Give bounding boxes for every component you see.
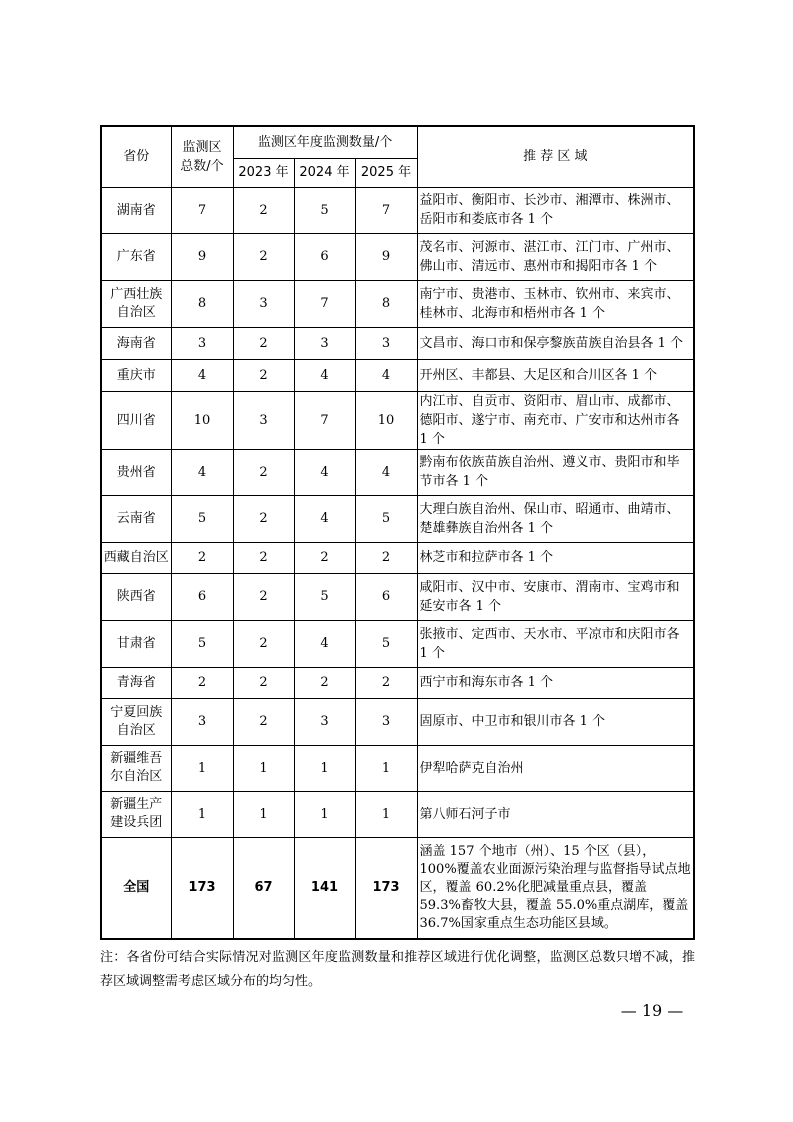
header-total-line1: 监测区	[182, 139, 222, 155]
table-row	[101, 359, 694, 391]
province-cell: 广东省	[101, 233, 171, 280]
y2023-cell: 2	[233, 542, 294, 573]
province-cell: 陕西省	[101, 573, 171, 620]
y2025-cell: 6	[355, 573, 417, 620]
y2023-cell: 2	[233, 667, 294, 698]
y2025-cell: 2	[355, 542, 417, 573]
total-y2024-cell: 141	[294, 837, 355, 939]
y2024-cell: 3	[294, 327, 355, 359]
y2025-cell: 10	[355, 391, 417, 449]
y2024-cell: 2	[294, 542, 355, 573]
y2025-cell: 4	[355, 359, 417, 391]
y2023-cell: 2	[233, 187, 294, 233]
y2025-cell: 3	[355, 698, 417, 745]
table-row	[101, 495, 694, 542]
total-cell: 4	[171, 359, 233, 391]
province-cell: 广西壮族自治区	[101, 280, 171, 327]
region-cell: 黔南布依族苗族自治州、遵义市、贵阳市和毕节市各 1 个	[417, 449, 694, 495]
y2025-cell: 5	[355, 495, 417, 542]
total-province-cell: 全国	[101, 837, 171, 939]
region-cell: 茂名市、河源市、湛江市、江门市、广州市、佛山市、清远市、惠州市和揭阳市各 1 个	[417, 233, 694, 280]
total-cell: 2	[171, 667, 233, 698]
total-cell: 2	[171, 542, 233, 573]
y2024-cell: 4	[294, 359, 355, 391]
total-cell: 3	[171, 698, 233, 745]
y2025-cell: 1	[355, 791, 417, 837]
y2023-cell: 1	[233, 791, 294, 837]
region-cell: 伊犁哈萨克自治州	[417, 745, 694, 791]
y2024-cell: 4	[294, 620, 355, 667]
province-cell: 海南省	[101, 327, 171, 359]
total-cell: 10	[171, 391, 233, 449]
footnote: 注：各省份可结合实际情况对监测区年度监测数量和推荐区域进行优化调整，监测区总数只增不减，推荐区域调整需考虑区域分布的均匀性。	[100, 950, 695, 989]
province-cell: 重庆市	[101, 359, 171, 391]
province-cell: 新疆维吾尔自治区	[101, 745, 171, 791]
region-cell: 开州区、丰都县、大足区和合川区各 1 个	[417, 359, 694, 391]
header-2025: 2025 年	[355, 158, 417, 187]
y2025-cell: 2	[355, 667, 417, 698]
total-total-cell: 173	[171, 837, 233, 939]
header-2024: 2024 年	[294, 158, 355, 187]
region-cell: 西宁市和海东市各 1 个	[417, 667, 694, 698]
region-cell: 固原市、中卫市和银川市各 1 个	[417, 698, 694, 745]
y2024-cell: 3	[294, 698, 355, 745]
total-y2023-cell: 67	[233, 837, 294, 939]
header-province: 省份	[101, 126, 171, 187]
y2025-cell: 5	[355, 620, 417, 667]
y2025-cell: 9	[355, 233, 417, 280]
header-region: 推 荐 区 域	[417, 126, 694, 187]
y2023-cell: 2	[233, 620, 294, 667]
total-cell: 9	[171, 233, 233, 280]
y2024-cell: 6	[294, 233, 355, 280]
total-cell: 4	[171, 449, 233, 495]
table-row	[101, 791, 694, 837]
table-row	[101, 667, 694, 698]
total-row	[101, 837, 694, 939]
y2024-cell: 4	[294, 449, 355, 495]
y2025-cell: 3	[355, 327, 417, 359]
province-cell: 云南省	[101, 495, 171, 542]
table-body	[101, 187, 694, 939]
table-row	[101, 280, 694, 327]
region-cell: 内江市、自贡市、资阳市、眉山市、成都市、德阳市、遂宁市、南充市、广安市和达州市各 1 个	[417, 391, 694, 449]
y2023-cell: 2	[233, 327, 294, 359]
table-row	[101, 233, 694, 280]
y2025-cell: 8	[355, 280, 417, 327]
y2024-cell: 5	[294, 187, 355, 233]
province-cell: 湖南省	[101, 187, 171, 233]
y2024-cell: 7	[294, 391, 355, 449]
y2025-cell: 4	[355, 449, 417, 495]
region-cell: 第八师石河子市	[417, 791, 694, 837]
header-total-line2: 总数/个	[180, 158, 224, 174]
province-cell: 甘肃省	[101, 620, 171, 667]
table-row	[101, 745, 694, 791]
y2023-cell: 2	[233, 573, 294, 620]
y2023-cell: 1	[233, 745, 294, 791]
total-cell: 5	[171, 495, 233, 542]
y2023-cell: 2	[233, 359, 294, 391]
table-row	[101, 187, 694, 233]
table-row	[101, 449, 694, 495]
header-total	[171, 126, 233, 187]
total-region-cell: 涵盖 157 个地市（州）、15 个区（县），100%覆盖农业面源污染治理与监督指导试点地区，覆盖 60.2%化肥减量重点县，覆盖 59.3%畜牧大县，覆盖 55.0%重点湖库，覆盖 36.7%国家重点生态功能区县域。	[417, 837, 694, 939]
province-cell: 新疆生产建设兵团	[101, 791, 171, 837]
total-cell: 1	[171, 745, 233, 791]
header-2023: 2023 年	[233, 158, 294, 187]
region-cell: 益阳市、衡阳市、长沙市、湘潭市、株洲市、岳阳市和娄底市各 1 个	[417, 187, 694, 233]
total-cell: 7	[171, 187, 233, 233]
y2024-cell: 5	[294, 573, 355, 620]
y2024-cell: 1	[294, 791, 355, 837]
province-cell: 四川省	[101, 391, 171, 449]
region-cell: 张掖市、定西市、天水市、平凉市和庆阳市各 1 个	[417, 620, 694, 667]
table-row	[101, 391, 694, 449]
y2024-cell: 7	[294, 280, 355, 327]
total-y2025-cell: 173	[355, 837, 417, 939]
region-cell: 文昌市、海口市和保亭黎族苗族自治县各 1 个	[417, 327, 694, 359]
province-cell: 青海省	[101, 667, 171, 698]
table-row	[101, 542, 694, 573]
region-cell: 林芝市和拉萨市各 1 个	[417, 542, 694, 573]
y2023-cell: 2	[233, 449, 294, 495]
y2023-cell: 2	[233, 233, 294, 280]
y2023-cell: 2	[233, 698, 294, 745]
total-cell: 5	[171, 620, 233, 667]
total-cell: 3	[171, 327, 233, 359]
y2024-cell: 1	[294, 745, 355, 791]
y2024-cell: 2	[294, 667, 355, 698]
total-cell: 1	[171, 791, 233, 837]
page-number: — 19 —	[620, 1001, 684, 1020]
header-annual: 监测区年度监测数量/个	[233, 126, 417, 158]
table-row	[101, 327, 694, 359]
monitoring-table	[100, 125, 695, 940]
region-cell: 南宁市、贵港市、玉林市、钦州市、来宾市、桂林市、北海市和梧州市各 1 个	[417, 280, 694, 327]
y2025-cell: 7	[355, 187, 417, 233]
table-row	[101, 620, 694, 667]
total-cell: 8	[171, 280, 233, 327]
y2023-cell: 3	[233, 391, 294, 449]
y2023-cell: 3	[233, 280, 294, 327]
province-cell: 宁夏回族自治区	[101, 698, 171, 745]
region-cell: 咸阳市、汉中市、安康市、渭南市、宝鸡市和延安市各 1 个	[417, 573, 694, 620]
province-cell: 西藏自治区	[101, 542, 171, 573]
province-cell: 贵州省	[101, 449, 171, 495]
region-cell: 大理白族自治州、保山市、昭通市、曲靖市、楚雄彝族自治州各 1 个	[417, 495, 694, 542]
total-cell: 6	[171, 573, 233, 620]
table-row	[101, 698, 694, 745]
table-row	[101, 573, 694, 620]
y2023-cell: 2	[233, 495, 294, 542]
y2024-cell: 4	[294, 495, 355, 542]
y2025-cell: 1	[355, 745, 417, 791]
